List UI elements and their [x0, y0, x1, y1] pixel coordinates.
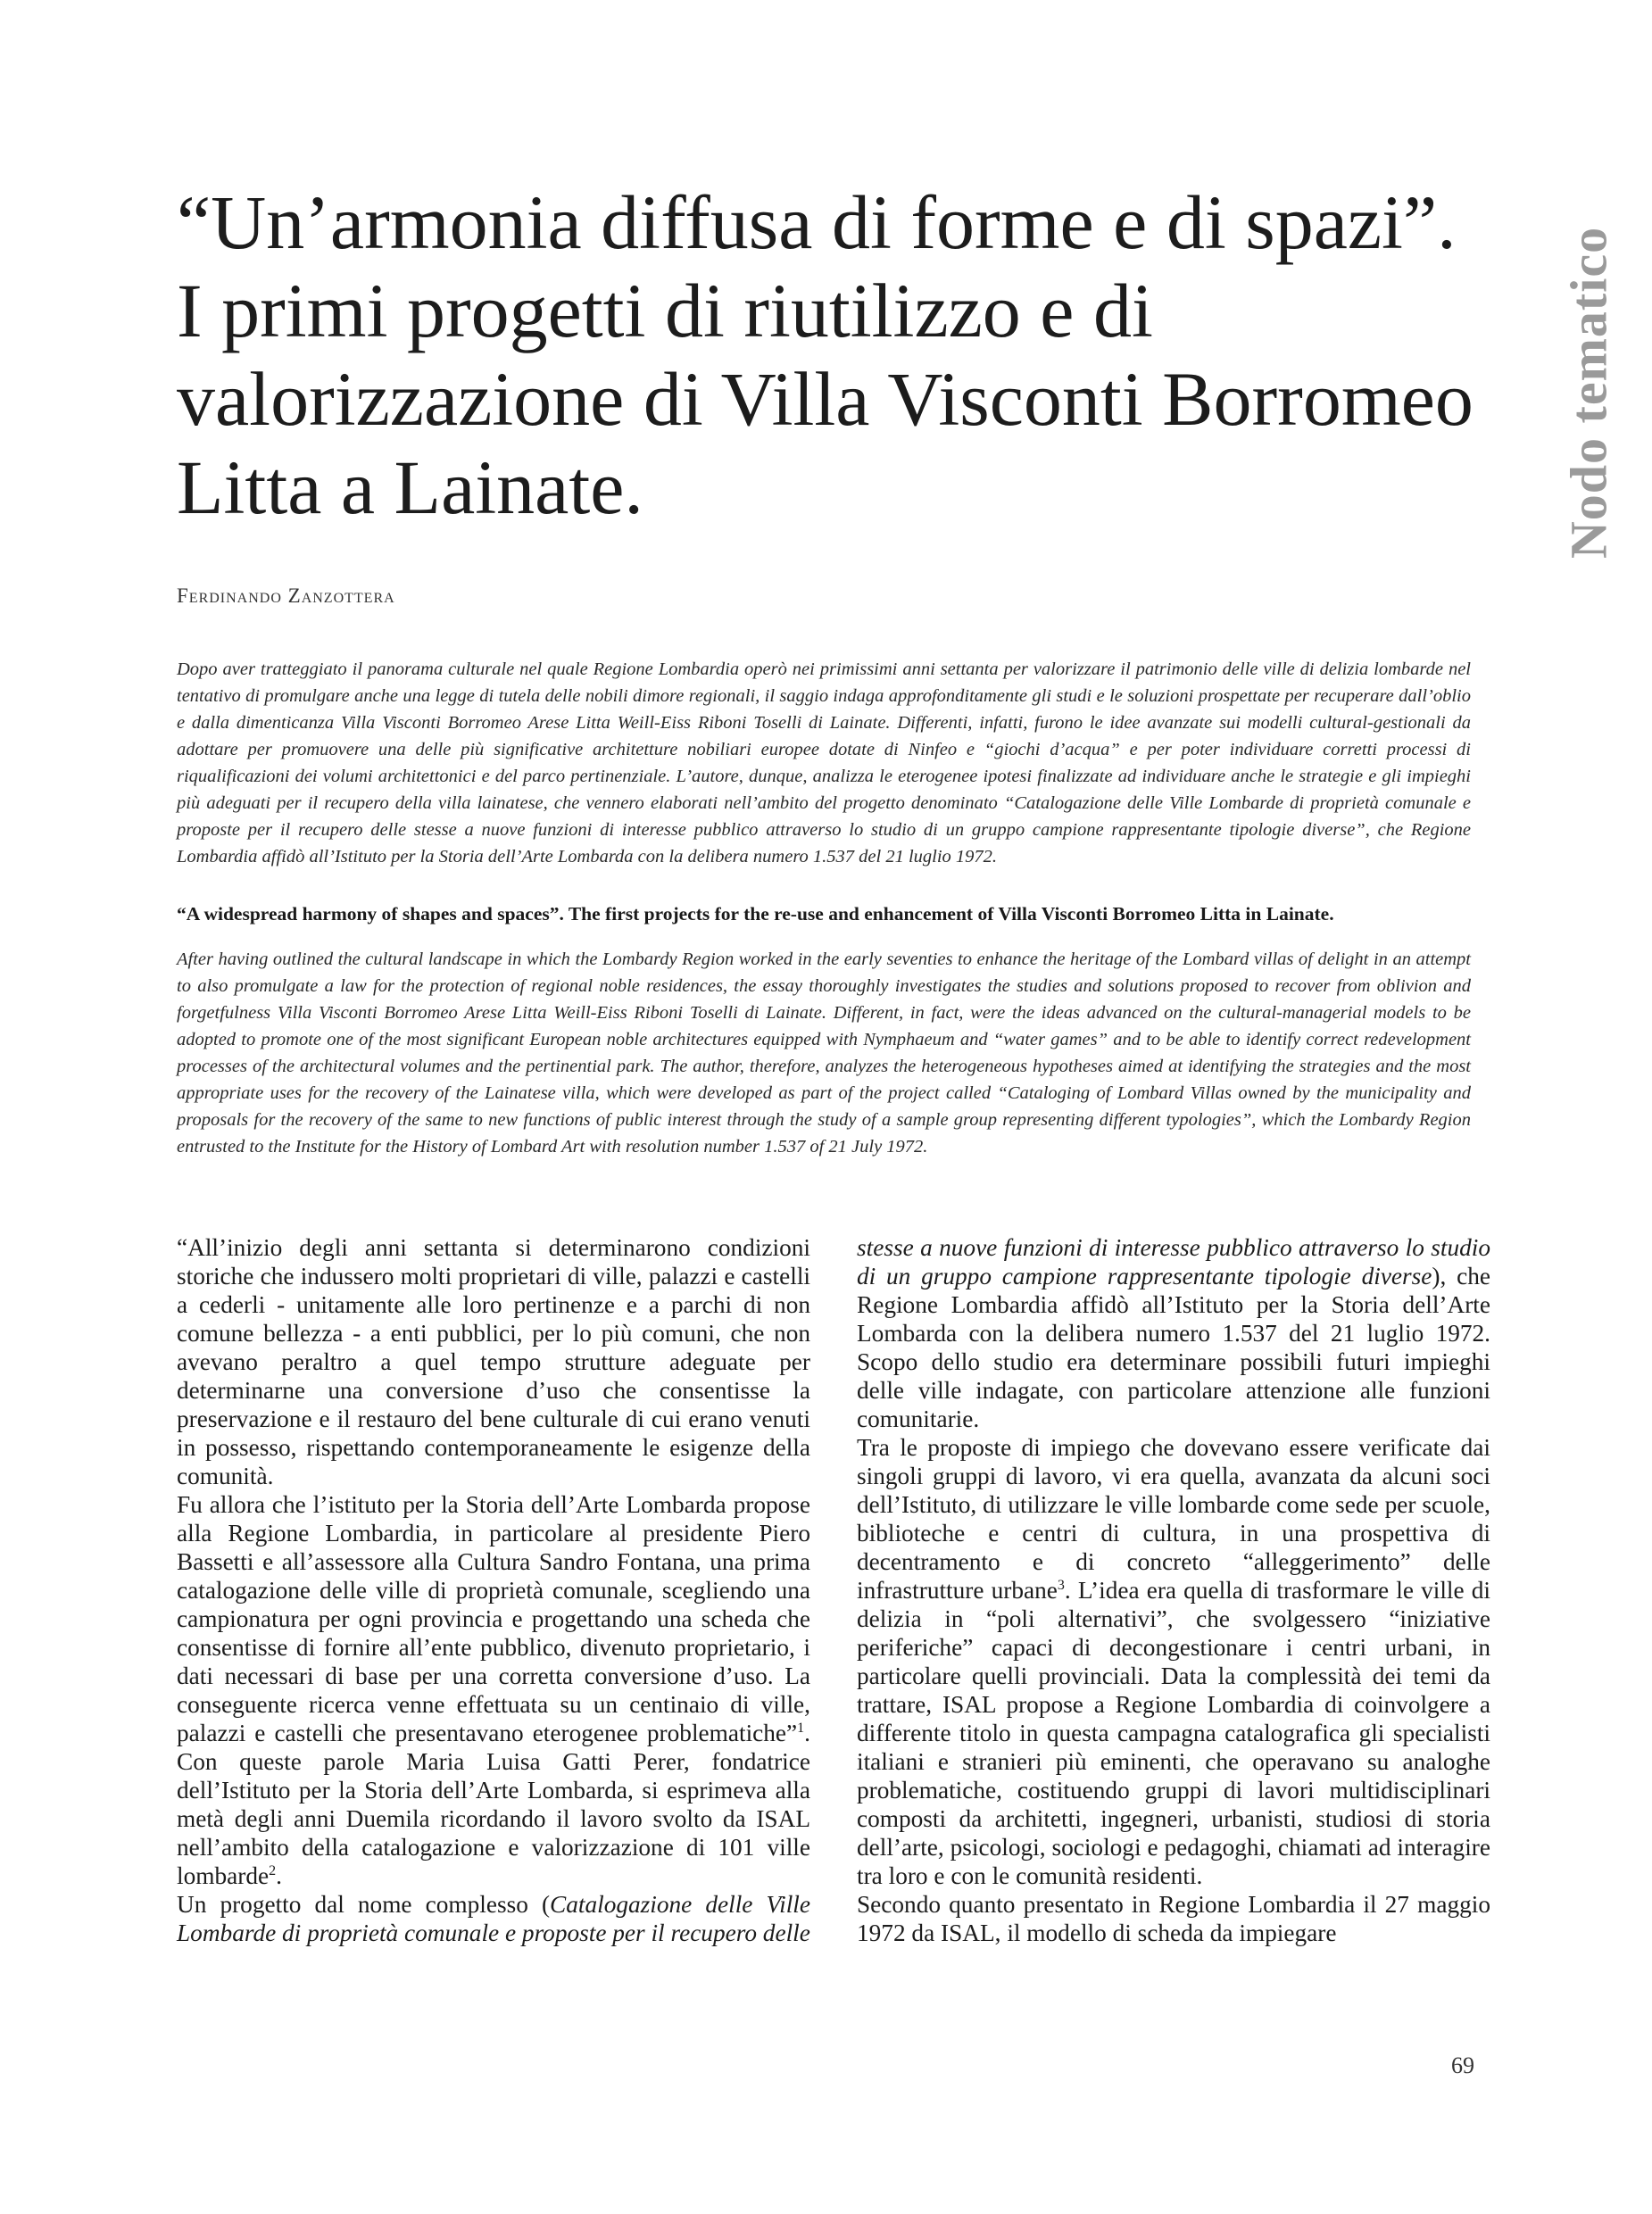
body-column-right: [857, 1233, 1490, 1947]
paragraph-text: .: [276, 1862, 282, 1889]
italic-text: stesse a nuove funzioni di interesse pubblico attraverso lo studio di un gruppo campione rappresentante tipologie diverse: [857, 1234, 1490, 1289]
section-side-tab: [1553, 205, 1624, 580]
title-line: “Un’armonia diffusa di forme e di spazi”.: [177, 179, 1457, 265]
abstract-italian: Dopo aver tratteggiato il panorama culturale nel quale Regione Lombardia operò nei primissimi anni settanta per valorizzare il patrimonio delle ville di delizia lombarde nel tentativo di promulgare anche una legge di tutela delle nobili dimore regionali, il saggio indaga approfonditamente gli studi e le soluzioni prospettate per recuperare dall’oblio e dalla dimenticanza Villa Visconti Borromeo Arese Litta Weill-Eiss Riboni Toselli di Lainate. Differenti, infatti, furono le idee avanzate sui modelli cultural-gestionali da adottare per promuovere una delle più significative architetture nobiliari europee dotate di Ninfeo e “giochi d’acqua” e per poter individuare corretti processi di riqualificazioni dei volumi architettonici e del parco pertinenziale. L’autore, dunque, analizza le eterogenee ipotesi finalizzate ad individuare anche le strategie e gli impieghi più adeguati per il recupero della villa lainatese, che vennero elaborati nell’ambito del progetto denominato “Catalogazione delle Ville Lombarde di proprietà comunale e proposte per il recupero delle stesse a nuove funzioni di interesse pubblico attraverso lo studio di un gruppo campione rappresentante tipologie diverse”, che Regione Lombardia affidò all’Istituto per la Storia dell’Arte Lombarda con la delibera numero 1.537 del 21 luglio 1972.: [177, 659, 1471, 867]
paragraph-text: ), che Regione Lombardia affidò all’Istituto per la Storia dell’Arte Lombarda con la delibera numero 1.537 del 21 luglio 1972. Scopo dello studio era determinare possibili futuri impieghi delle ville indagate, con particolare attenzione alle funzioni comunitarie.: [857, 1263, 1490, 1432]
paragraph: “All’inizio degli anni settanta si determinarono condizioni storiche che indussero molti proprietari di ville, palazzi e castelli a cederli - unitamente alle loro pertinenze e a parchi di non comune bellezza - a enti pubblici, per lo più comuni, che non avevano peraltro a quel tempo strutture adeguate per determinarne una conversione d’uso che consentisse la preservazione e il restauro del bene culturale di cui erano venuti in possesso, rispettando contemporaneamente le esigenze della comunità.: [177, 1234, 810, 1489]
english-title: “A widespread harmony of shapes and spaces”. The first projects for the re-use and enhancement of Villa Visconti Borromeo Litta in Lainate.: [177, 903, 1334, 925]
paragraph-text: Fu allora che l’istituto per la Storia dell’Arte Lombarda propose alla Regione Lombardia, in particolare al presidente Piero Bassetti e all’assessore alla Cultura Sandro Fontana, una prima catalogazione delle ville di proprietà comunale, scegliendo una campionatura per ogni provincia e progettando una scheda che consentisse di fornire all’ente pubblico, divenuto proprietario, i dati necessari di base per una corretta conversione d’uso. La conseguente ricerca venne effettuata su un centinaio di ville, palazzi e castelli che presentavano eterogenee problematiche”: [177, 1491, 810, 1746]
footnote-ref: 1: [797, 1720, 805, 1736]
title-line: I primi progetti di riutilizzo e di: [177, 268, 1153, 353]
paragraph: [177, 1490, 810, 1890]
title-line: Litta a Lainate.: [177, 444, 643, 530]
paragraph: [857, 1433, 1490, 1890]
paragraph: [177, 1890, 810, 1947]
abstract-english: After having outlined the cultural landscape in which the Lombardy Region worked in the early seventies to enhance the heritage of the Lombard villas of delight in an attempt to also promulgate a law for the protection of regional noble residences, the essay thoroughly investigates the studies and solutions proposed to recover from oblivion and forgetfulness Villa Visconti Borromeo Arese Litta Weill-Eiss Riboni Toselli di Lainate. Different, in fact, were the ideas advanced on the cultural-managerial models to be adopted to promote one of the most significant European noble architectures equipped with Nymphaeum and “water games” and to be able to identify correct redevelopment processes of the architectural volumes and the pertinential park. The author, therefore, analyzes the heterogeneous hypotheses aimed at identifying the strategies and the most appropriate uses for the recovery of the Lainatese villa, which were developed as part of the project called “Cataloging of Lombard Villas owned by the municipality and proposals for the recovery of the same to new functions of public interest through the study of a sample group representing different typologies”, which the Lombardy Region entrusted to the Institute for the History of Lombard Art with resolution number 1.537 of 21 July 1972.: [177, 949, 1471, 1157]
footnote-ref: 3: [1057, 1577, 1065, 1593]
section-side-tab-label: Nodo tematico: [1559, 226, 1618, 560]
article-title: [177, 178, 1515, 532]
paragraph: [857, 1233, 1490, 1433]
paragraph-text: . Con queste parole Maria Luisa Gatti Perer, fondatrice dell’Istituto per la Storia dell’Arte Lombarda, si esprimeva alla metà degli anni Duemila ricordando il lavoro svolto da ISAL nell’ambito della catalogazione e valorizzazione di 101 ville lombarde: [177, 1720, 810, 1889]
paragraph-text: . L’idea era quella di trasformare le ville di delizia in “poli alternativi”, che svolgessero “iniziative periferiche” capaci di decongestionare i centri urbani, in particolare quelli provinciali. Data la complessità dei temi da trattare, ISAL propose a Regione Lombardia di coinvolgere a differente titolo in questa campagna catalografica gli specialisti italiani e stranieri più eminenti, che operavano su analoghe problematiche, costituendo gruppi di lavori multidisciplinari composti da architetti, ingegneri, urbanisti, studiosi di storia dell’arte, psicologi, sociologi e pedagoghi, chiamati ad interagire tra loro e con le comunità residenti.: [857, 1577, 1490, 1889]
italic-text: Catalogazione delle Ville Lombarde di proprietà comunale e proposte per il recupero delle: [177, 1891, 810, 1946]
page-number: 69: [1451, 2052, 1474, 2078]
paragraph: Secondo quanto presentato in Regione Lombardia il 27 maggio 1972 da ISAL, il modello di scheda da impiegare: [857, 1891, 1490, 1946]
title-line: valorizzazione di Villa Visconti Borromeo: [177, 356, 1474, 442]
footnote-ref: 2: [269, 1862, 277, 1878]
paragraph-text: Un progetto dal nome complesso (: [177, 1891, 551, 1918]
body-column-left: [177, 1233, 810, 1947]
paragraph-text: Tra le proposte di impiego che dovevano essere verificate dai singoli gruppi di lavoro, vi era quella, avanzata da alcuni soci dell’Istituto, di utilizzare le ville lombarde come sede per scuole, biblioteche e centri di cultura, in una prospettiva di decentramento e di concreto “alleggerimento” delle infrastrutture urbane: [857, 1434, 1490, 1604]
author-name: Ferdinando Zanzottera: [177, 585, 395, 607]
